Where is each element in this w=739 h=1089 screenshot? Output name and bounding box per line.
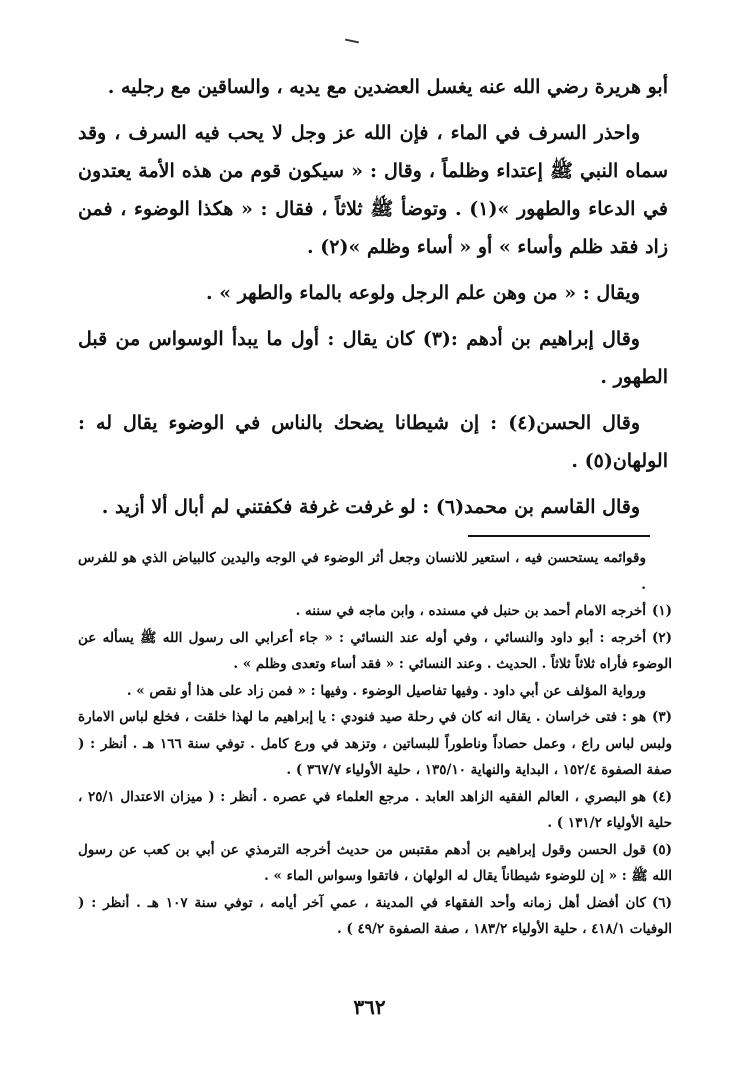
paragraph-2: واحذر السرف في الماء ، فإن الله عز وجل لا يحب فيه السرف ، وقد سماه النبي ﷺ إعتداء وظلماً ، وقال : « سيكون قوم من هذه الأمة يعتدون في الدعاء والطهور »(١) . وتوضأ ﷺ ثلاثاً ، فقال : « هكذا الوضوء ، فمن زاد فقد ظلم وأساء » أو « أساء وظلم »(٢) .	[78, 122, 669, 258]
footnote-number: (٦)	[651, 894, 672, 911]
footnote-text: كان أفضل أهل زمانه وأحد الفقهاء في المدينة ، عمي آخر أيامه ، توفي سنة ١٠٧ هـ . أنظر : ( الوفيات ٤١٨/١ ، حلية الأولياء ١٨٣/٢ ، صفة الصفوة ٤٩/٢ ) .	[78, 894, 672, 937]
paragraph-4: وقال إبراهيم بن أدهم :(٣) كان يقال : أول ما يبدأ الوسواس من قبل الطهور .	[78, 328, 668, 388]
footnote-4	[78, 784, 672, 837]
footnote-6	[78, 890, 672, 943]
footnote-number: (٤)	[651, 788, 672, 805]
footnote-continuation: وقوائمه يستحسن فيه ، استعير للانسان وجعل أثر الوضوء في الوجه واليدين كالبياض الذي هو للفرس .	[78, 550, 646, 593]
footnote-text: أخرجه : أبو داود والنسائي ، وفي أوله عند النسائي : « جاء أعرابي الى رسول الله ﷺ يسأله عن الوضوء فأراه ثلاثاً ثلاثاً . الحديث . وعند النسائي : « فقد أساء وتعدى وظلم » .	[78, 629, 672, 672]
footnote-text: قول الحسن وقول إبراهيم بن أدهم مقتبس من حديث أخرجه الترمذي عن أبي بن كعب عن رسول الله ﷺ : « إن للوضوء شيطاناً يقال له الولهان ، فاتقوا وسواس الماء » .	[78, 841, 672, 884]
footnote-separator	[468, 535, 650, 537]
footnote-text: ورواية المؤلف عن أبي داود . وفيها تفاصيل الوضوء . وفيها : « فمن زاد على هذا أو نقص » .	[126, 682, 646, 699]
paragraph-1: أبو هريرة رضي الله عنه يغسل العضدين مع يديه ، والساقين مع رجليه .	[107, 76, 668, 98]
paragraph-6: وقال القاسم بن محمد(٦) : لو غرفت غرفة فكفتني لم أبال ألا أزيد .	[101, 496, 640, 518]
paragraph-3: ويقال : « من وهن علم الرجل ولوعه بالماء والطهر » .	[205, 282, 640, 304]
page-number: ٣٦٢	[353, 995, 386, 1019]
footnote-text: هو البصري ، العالم الفقيه الزاهد العابد . مرجع العلماء في عصره . أنظر : ( ميزان الاعتدال ٢٥/١ ، حلية الأولياء ١٣١/٢ ) .	[78, 788, 672, 831]
footnotes	[78, 545, 672, 943]
paragraph-5: وقال الحسن(٤) : إن شيطانا يضحك بالناس في الوضوء يقال له : الولهان(٥) .	[78, 412, 668, 472]
footnote-text: هو : فتى خراسان . يقال انه كان في رحلة صيد فنودي : يا إبراهيم ما لهذا خلقت ، فخلع لباس الامارة ولبس لباس راع ، وعمل حصاداً وناطوراً للبساتين ، وتزهد في ورع كامل . توفي سنة ١٦٦ هـ . أنظر : ( صفة الصفوة ١٥٢/٤ ، البداية والنهاية ١٣٥/١٠ ، حلية الأولياء ٣٦٧/٧ ) .	[78, 709, 672, 778]
footnote-1	[78, 598, 672, 625]
footnote-number: (٣)	[651, 709, 672, 725]
footnote-text: أخرجه الامام أحمد بن حنبل في مسنده ، وابن ماجه في سننه .	[295, 603, 646, 619]
scan-mark	[345, 39, 359, 44]
main-text	[78, 68, 668, 534]
footnote-3	[78, 704, 672, 784]
footnote-number: (٢)	[651, 629, 672, 646]
footnote-2-continued	[78, 678, 672, 705]
footnote-number: (٥)	[651, 841, 672, 858]
footnote-number: (١)	[651, 603, 672, 619]
footnote-2	[78, 625, 672, 678]
footnote-5	[78, 837, 672, 890]
